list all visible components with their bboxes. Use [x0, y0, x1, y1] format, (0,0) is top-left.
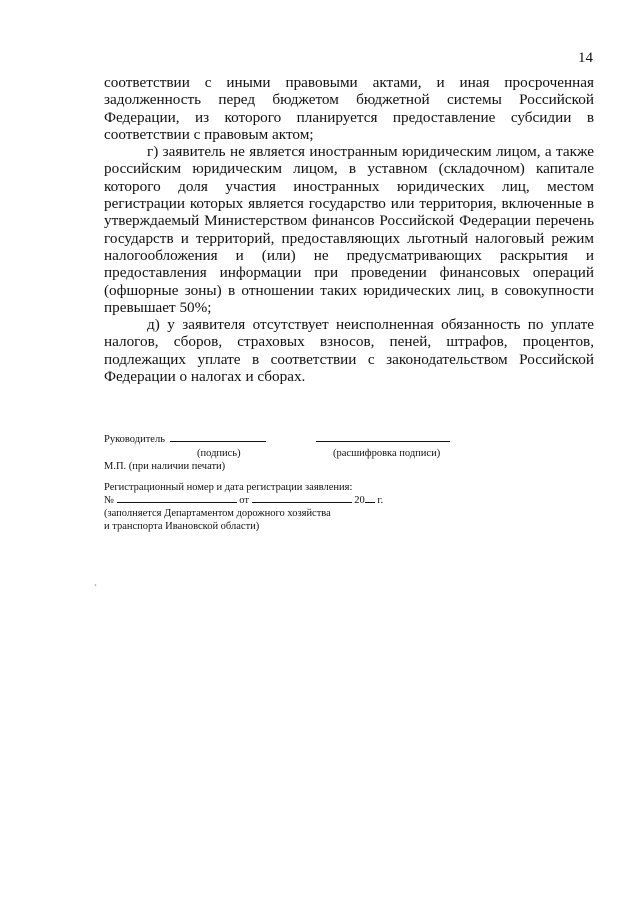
registration-date-blank	[252, 502, 352, 503]
signature-caption: (подпись)	[197, 448, 241, 459]
paragraph-g: г) заявитель не является иностранным юридическим лицом, а также российским юридическим лицом, в уставном (складочном) капитале которого доля участия иностранных юридических лиц, местом регистрации которых является государство или территория, включенные в утверждаемый Министерством финансов Российской Федерации перечень государств и территорий, предоставляющих льготный налоговый режим налогообложения и (или) не предусматривающих раскрытия и предоставления информации при проведении финансовых операций (офшорные зоны) в отношении таких юридических лиц, в совокупности превышает 50%;	[104, 143, 594, 316]
paragraph-d: д) у заявителя отсутствует неисполненная обязанность по уплате налогов, сборов, страховых взносов, пеней, штрафов, процентов, подлежащих уплате в соответствии с законодательством Российской Федерации о налогах и сборах.	[104, 316, 594, 386]
registration-from-label: от	[239, 495, 249, 506]
registration-number-label: №	[104, 495, 115, 506]
registration-number-blank	[117, 502, 237, 503]
decoding-blank	[316, 441, 450, 442]
scan-speck: `	[94, 583, 97, 593]
registration-year-blank	[365, 502, 375, 503]
decoding-caption: (расшифровка подписи)	[333, 448, 441, 459]
paragraph-continuation: соответствии с иными правовыми актами, и иная просроченная задолженность перед бюджетом бюджетной системы Российской Федерации, из которого планируется предоставление субсидии в соответствии с правовым актом;	[104, 74, 594, 143]
registration-note-line2: и транспорта Ивановской области)	[104, 521, 260, 532]
registration-year-prefix: 20	[354, 495, 365, 506]
registration-heading: Регистрационный номер и дата регистрации заявления:	[104, 482, 353, 493]
signature-blank	[170, 441, 266, 442]
decoding-blank-line	[316, 433, 450, 446]
registration-note-line1: (заполняется Департаментом дорожного хозяйства	[104, 508, 331, 519]
document-body	[104, 74, 594, 385]
head-label: Руководитель	[104, 434, 165, 445]
page-number: 14	[578, 50, 593, 66]
registration-year-suffix: г.	[377, 495, 384, 506]
seal-label: М.П. (при наличии печати)	[104, 461, 226, 472]
registration-fields	[104, 494, 383, 507]
head-signature-line	[104, 433, 266, 446]
